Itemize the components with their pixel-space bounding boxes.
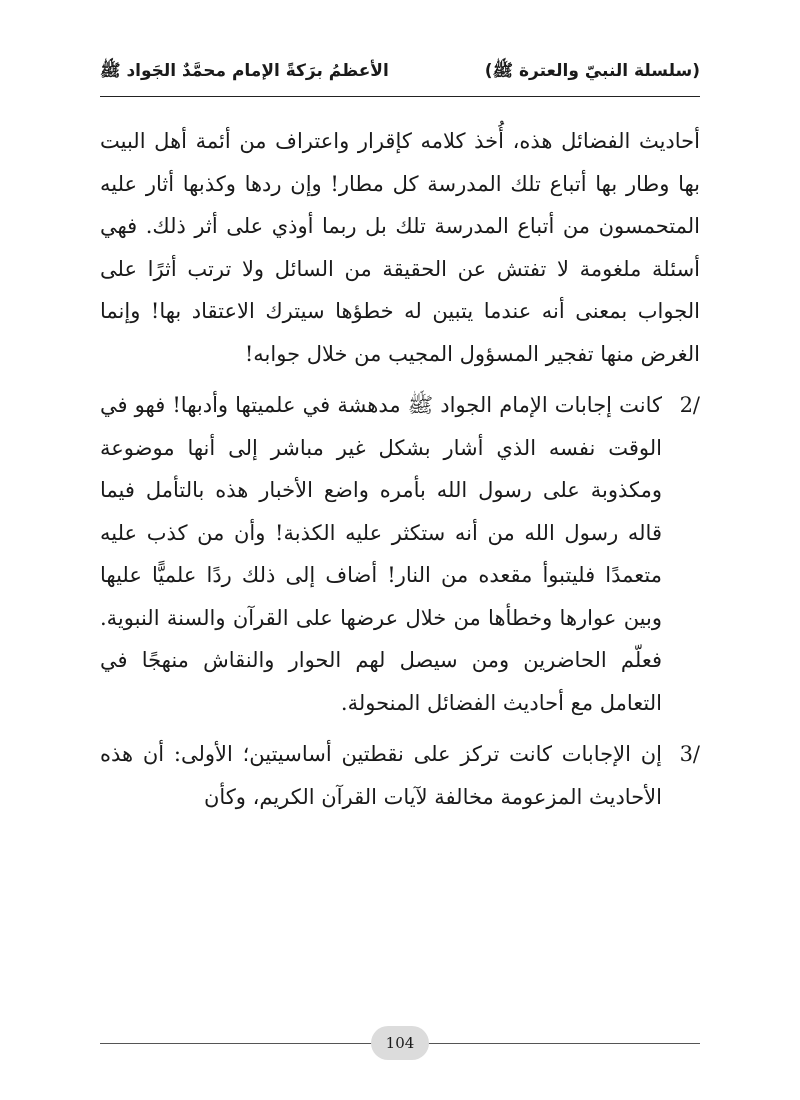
item-text: إن الإجابات كانت تركز على نقطتين أساسيتين؛ الأولى: أن هذه الأحاديث المزعومة مخالفة لآيات القرآن الكريم، وكأن <box>100 742 662 809</box>
item-number: 2/ <box>679 393 700 417</box>
book-title: الأعظمُ برَكةً الإمام محمَّدٌ الجَواد ﷺ <box>100 60 389 81</box>
series-title: (سلسلة النبيّ والعترة ﷺ) <box>484 60 700 81</box>
page-body <box>100 120 700 818</box>
intro-paragraph: أحاديث الفضائل هذه، أُخذ كلامه كإقرار واعتراف من أئمة أهل البيت بها وطار بها أتباع تلك المدرسة كل مطار! وإن ردها وكذبها أثار عليه المتحمسون من أتباع المدرسة تلك بل ربما أوذي على أثر ذلك. فهي أسئلة ملغومة لا تفتش عن الحقيقة من السائل ولا ترتب أثرًا على الجواب بمعنى أنه عندما يتبين له خطؤها سيترك الاعتقاد بها! وإنما الغرض منها تفجير المسؤول المجيب من خلال جوابه! <box>100 129 700 366</box>
list-item <box>100 733 700 818</box>
item-text: كانت إجابات الإمام الجواد ﷺ مدهشة في علميتها وأدبها! فهو في الوقت نفسه الذي أشار بشكل غير مباشر إلى أنها موضوعة ومكذوبة على رسول الله بأمره واضع الأخبار هذه بالتأمل فيما قاله رسول الله من أنه ستكثر عليه الكذبة! وأن من كذب عليه متعمدًا فليتبوأ مقعده من النار! أضاف إلى ذلك ردًا علميًّا عليها وبين عوارها وخطأها من خلال عرضها على القرآن والسنة النبوية. فعلّم الحاضرين ومن سيصل لهم الحوار والنقاش منهجًا في التعامل مع أحاديث الفضائل المنحولة. <box>100 393 662 715</box>
running-header <box>100 52 700 92</box>
header-divider <box>100 96 700 97</box>
item-number: 3/ <box>679 742 700 766</box>
page-number-badge: 104 <box>371 1026 429 1060</box>
page-footer <box>100 1026 700 1060</box>
list-item <box>100 384 700 724</box>
